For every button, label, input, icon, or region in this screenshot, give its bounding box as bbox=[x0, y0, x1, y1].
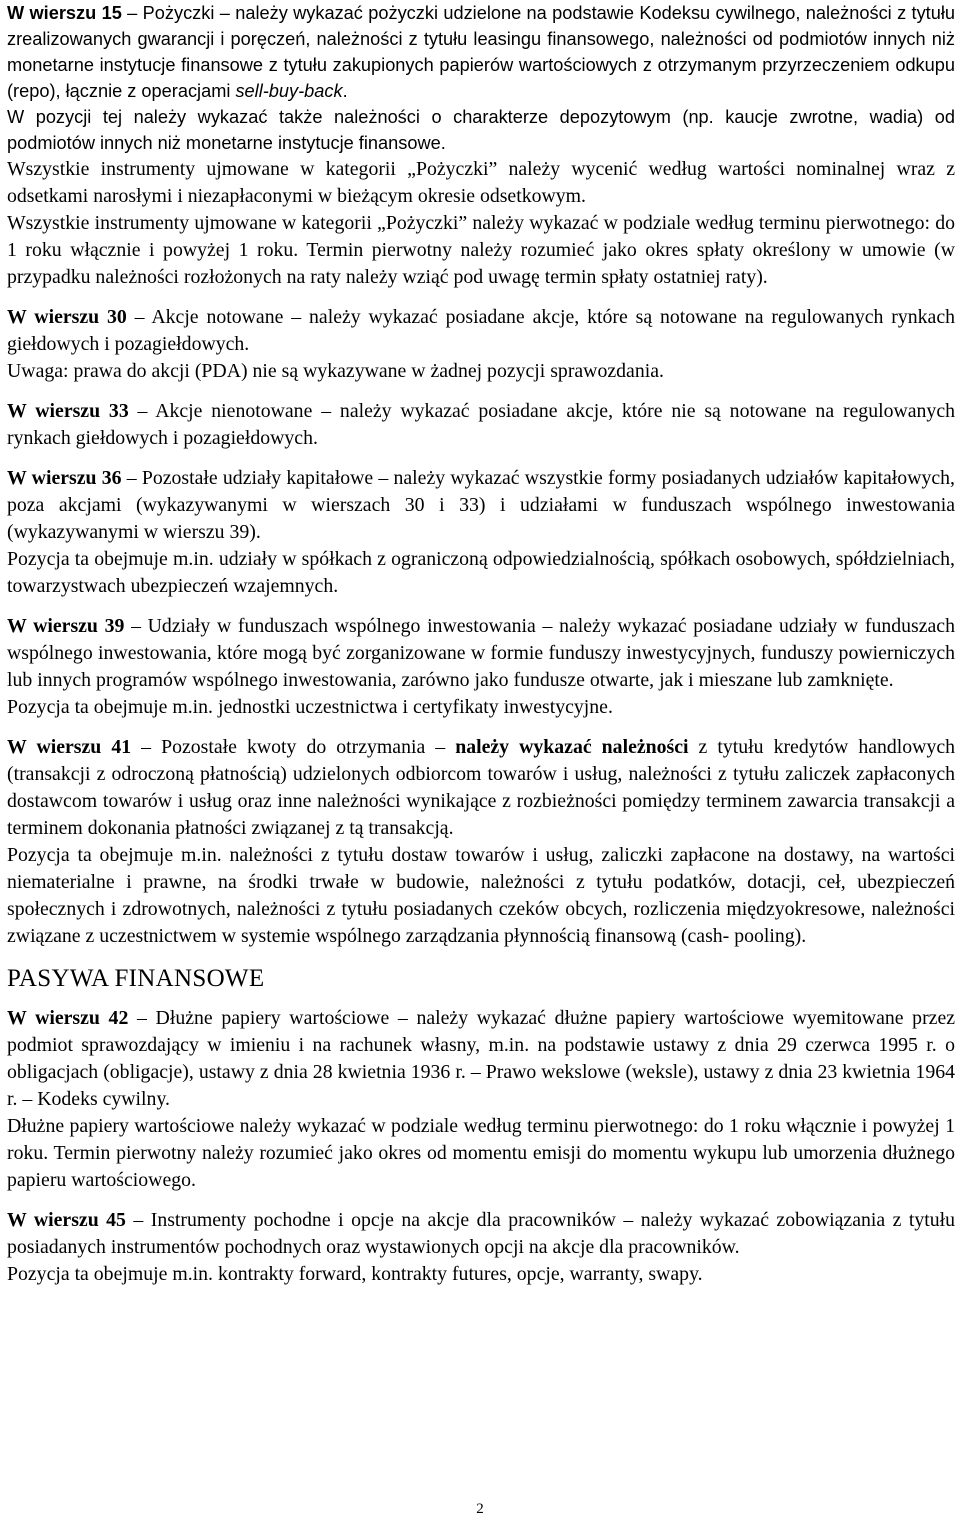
paragraph-w30: W wierszu 30 – Akcje notowane – należy wykazać posiadane akcje, które są notowane na regulowanych rynkach giełdowych i pozagiełdowych. bbox=[7, 306, 955, 355]
paragraph-w42: W wierszu 42 – Dłużne papiery wartościowe – należy wykazać dłużne papiery wartościowe wyemitowane przez podmiot sprawozdający w imieniu i na rachunek własny, m.in. na podstawie ustawy z dnia 29 czerwca 1995 r. o obligacjach (obligacje), ustawy z dnia 28 kwietnia 1936 r. – Prawo wekslowe (weksle), ustawy z dnia 23 kwietnia 1964 r. – Kodeks cywilny. bbox=[7, 1007, 955, 1110]
row-label: W wierszu 41 bbox=[7, 736, 132, 758]
document-page bbox=[7, 0, 955, 1288]
paragraph-w15-term: Wszystkie instrumenty ujmowane w kategorii „Pożyczki” należy wykazać w podziale według terminu pierwotnego: do 1 roku włącznie i powyżej 1 roku. Termin pierwotny należy rozumieć jako okres spłaty określony w umowie (w przypadku należności rozłożonych na raty należy wziąć pod uwagę termin spłaty ostatniej raty). bbox=[7, 212, 955, 288]
note-w41: Pozycja ta obejmuje m.in. należności z tytułu dostaw towarów i usług, zaliczki zapłacone na dostawy, na wartości niematerialne i prawne, na środki trwałe w budowie, należności z tytułu podatków, dotacji, ceł, ubezpieczeń społecznych i zdrowotnych, należności z tytułu posiadanych czeków obcych, rozliczenia międzyokresowe, należności związane z uczestnictwem w systemie wspólnego zarządzania płynnością finansową (cash- pooling). bbox=[7, 844, 955, 947]
row-label: W wierszu 39 bbox=[7, 615, 125, 637]
bold-phrase: należy wykazać należności bbox=[455, 736, 689, 758]
paragraph-w41: W wierszu 41 – Pozostałe kwoty do otrzymania – należy wykazać należności z tytułu kredytów handlowych (transakcji z odroczoną płatnością) udzielonych odbiorcom towarów i usług, należności z tytułu zaliczek zapłaconych dostawcom towarów i usług oraz inne należności wynikające z rozbieżności pomiędzy terminem zawarcia transakcji a terminem dokonania płatności związanej z tą transakcją. bbox=[7, 736, 956, 839]
row-label: W wierszu 33 bbox=[7, 400, 129, 422]
paragraph-w39: W wierszu 39 – Udziały w funduszach wspólnego inwestowania – należy wykazać posiadane udziały w funduszach wspólnego inwestowania, które mogą być zorganizowane w formie funduszy inwestycyjnych, funduszy powierniczych lub innych programów wspólnego inwestowania, zarówno jako fundusze otwarte, jak i mieszane lub zamknięte. bbox=[7, 615, 955, 691]
section-w15 bbox=[7, 0, 955, 156]
paragraph-w45: W wierszu 45 – Instrumenty pochodne i opcje na akcje dla pracowników – należy wykazać zobowiązania z tytułu posiadanych instrumentów pochodnych oraz wystawionych opcji na akcje dla pracowników. bbox=[7, 1209, 955, 1258]
paragraph-w15-valuation: Wszystkie instrumenty ujmowane w kategorii „Pożyczki” należy wycenić według wartości nominalnej wraz z odsetkami narosłymi i niezapłaconymi w bieżącym okresie odsetkowym. bbox=[7, 158, 955, 207]
paragraph-w36: W wierszu 36 – Pozostałe udziały kapitałowe – należy wykazać wszystkie formy posiadanych udziałów kapitałowych, poza akcjami (wykazywanymi w wierszach 30 i 33) i udziałami w funduszach wspólnego inwestowania (wykazywanymi w wierszu 39). bbox=[7, 467, 955, 543]
note-w42: Dłużne papiery wartościowe należy wykazać w podziale według terminu pierwotnego: do 1 roku włącznie i powyżej 1 roku. Termin pierwotny należy rozumieć jako okres od momentu emisji do momentu wykupu lub umorzenia dłużnego papieru wartościowego. bbox=[7, 1115, 955, 1191]
row-label: W wierszu 45 bbox=[7, 1209, 126, 1231]
note-w36: Pozycja ta obejmuje m.in. udziały w spółkach z ograniczoną odpowiedzialnością, spółkach osobowych, spółdzielniach, towarzystwach ubezpieczeń wzajemnych. bbox=[7, 548, 955, 597]
row-label: W wierszu 30 bbox=[7, 306, 127, 328]
paragraph-w33: W wierszu 33 – Akcje nienotowane – należy wykazać posiadane akcje, które nie są notowane na regulowanych rynkach giełdowych i pozagiełdowych. bbox=[7, 400, 955, 449]
paragraph-w15-intro: W wierszu 15 – Pożyczki – należy wykazać pożyczki udzielone na podstawie Kodeksu cywilnego, należności z tytułu zrealizowanych gwarancji i poręczeń, należności z tytułu leasingu finansowego, należności od podmiotów innych niż monetarne instytucje finansowe z tytułu zakupionych papierów wartościowych z otrzymanym przyrzeczeniem odkupu (repo), łącznie z operacjami sell-buy-back. bbox=[7, 3, 955, 101]
note-w39: Pozycja ta obejmuje m.in. jednostki uczestnictwa i certyfikaty inwestycyjne. bbox=[7, 696, 613, 718]
paragraph-w15-deposits: W pozycji tej należy wykazać także należności o charakterze depozytowym (np. kaucje zwrotne, wadia) od podmiotów innych niż monetarne instytucje finansowe. bbox=[7, 107, 955, 153]
note-w45: Pozycja ta obejmuje m.in. kontrakty forward, kontrakty futures, opcje, warranty, swapy. bbox=[7, 1263, 703, 1285]
page-number: 2 bbox=[476, 1501, 484, 1517]
row-label: W wierszu 15 bbox=[7, 3, 122, 23]
note-w30: Uwaga: prawa do akcji (PDA) nie są wykazywane w żadnej pozycji sprawozdania. bbox=[7, 360, 664, 382]
italic-term: sell-buy-back bbox=[235, 81, 343, 101]
row-label: W wierszu 42 bbox=[7, 1007, 129, 1029]
row-label: W wierszu 36 bbox=[7, 467, 122, 489]
section-heading: PASYWA FINANSOWE bbox=[7, 965, 265, 992]
